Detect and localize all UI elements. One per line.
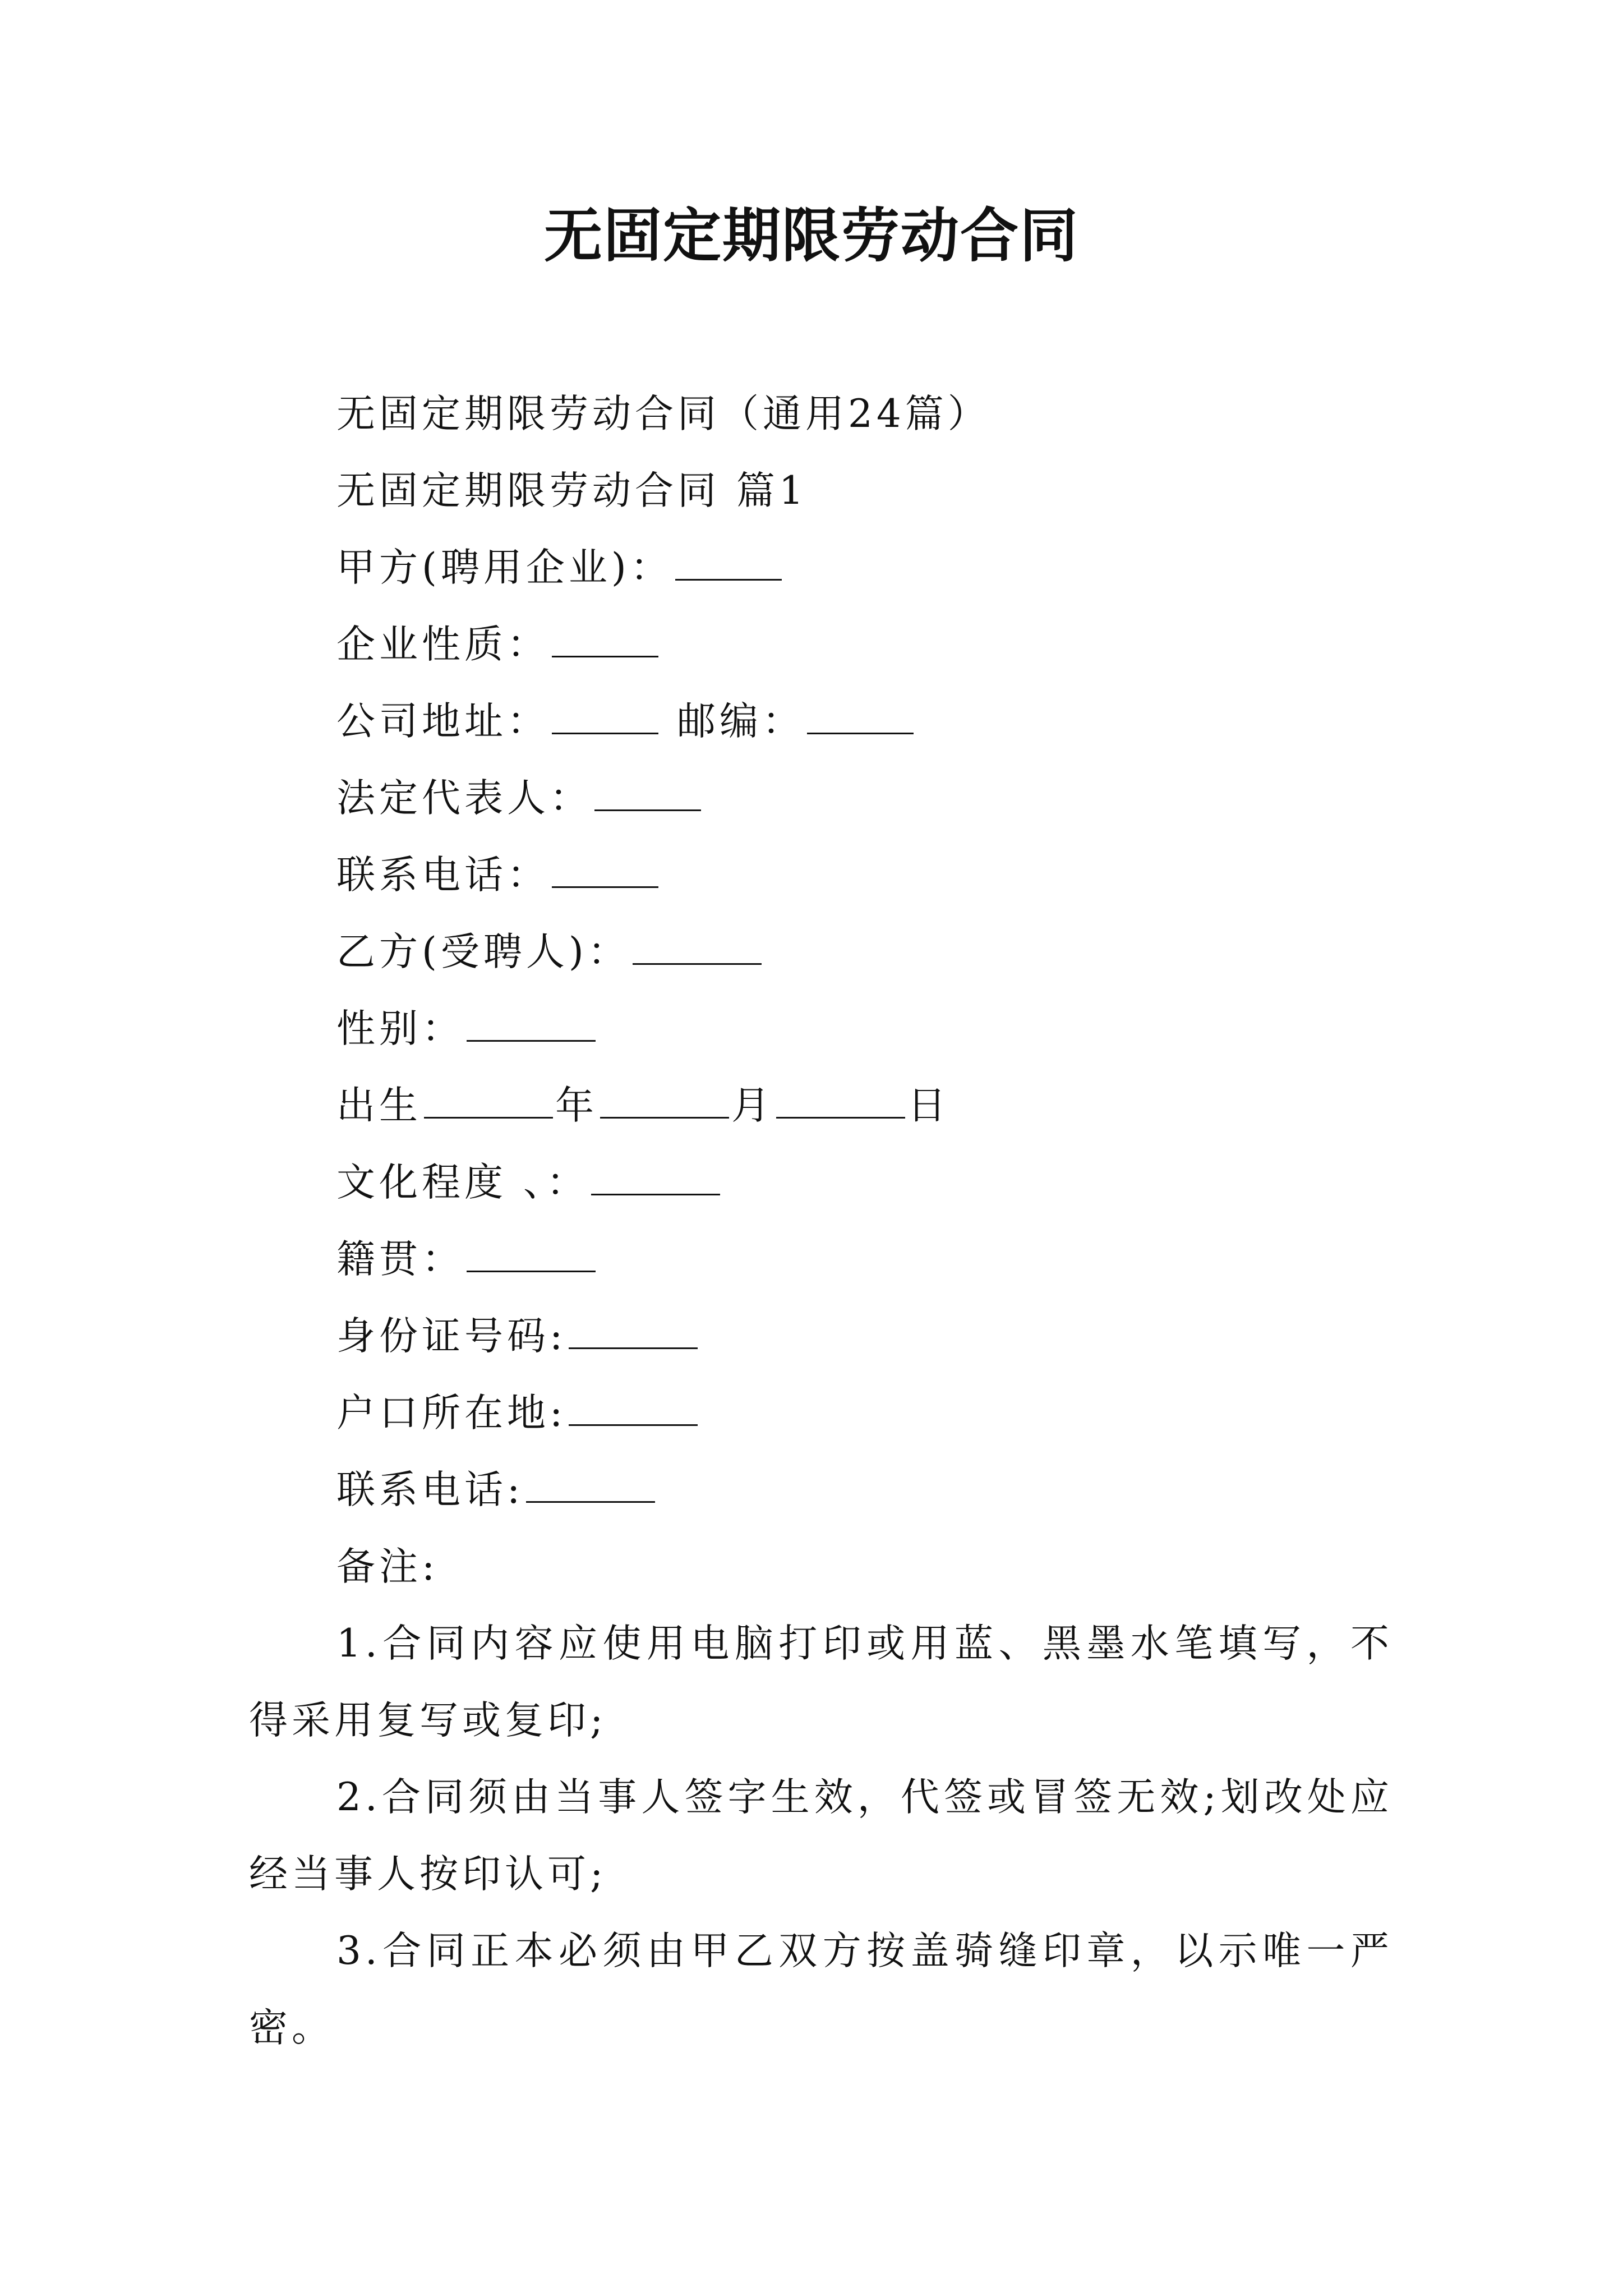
address-row xyxy=(249,683,1393,760)
legal-rep-blank[interactable] xyxy=(594,769,701,811)
day-label: 日 xyxy=(907,1083,950,1128)
note-item-2: 2.合同须由当事人签字生效，代签或冒签无效;划改处应经当事人按印认可; xyxy=(249,1775,1393,1897)
legal-rep-label: 法定代表人： xyxy=(336,776,592,821)
id-number-row xyxy=(249,1298,1393,1375)
address-label: 公司地址： xyxy=(336,699,550,744)
birth-label: 出生 xyxy=(336,1083,422,1128)
household-row xyxy=(249,1375,1393,1452)
native-place-row xyxy=(249,1221,1393,1298)
note-item-1: 1.合同内容应使用电脑打印或用蓝、黑墨水笔填写，不得采用复写或复印; xyxy=(249,1621,1393,1743)
native-place-blank[interactable] xyxy=(467,1230,596,1272)
gender-label: 性别： xyxy=(336,1006,464,1051)
birth-row xyxy=(249,1068,1393,1144)
native-place-label: 籍贯： xyxy=(336,1237,464,1282)
id-number-blank[interactable] xyxy=(569,1307,698,1349)
notes-label: 备注: xyxy=(336,1544,439,1589)
section-heading-text: 无固定期限劳动合同 篇1 xyxy=(336,468,808,513)
party-a-blank[interactable] xyxy=(675,539,782,581)
phone-a-row xyxy=(249,837,1393,914)
legal-rep-row xyxy=(249,760,1393,837)
document-title: 无固定期限劳动合同 xyxy=(543,201,1079,270)
postcode-label: 邮编： xyxy=(676,699,805,744)
section-heading xyxy=(249,453,1393,530)
year-label: 年 xyxy=(555,1083,598,1128)
party-b-row xyxy=(249,914,1393,991)
phone-b-row xyxy=(249,1452,1393,1529)
gender-row xyxy=(249,991,1393,1068)
gender-blank[interactable] xyxy=(467,1000,596,1042)
party-a-label: 甲方(聘用企业)： xyxy=(336,545,673,590)
party-b-blank[interactable] xyxy=(633,923,762,965)
household-label: 户口所在地: xyxy=(336,1391,567,1435)
id-number-label: 身份证号码: xyxy=(336,1314,567,1359)
birth-year-blank[interactable] xyxy=(424,1076,553,1119)
address-blank[interactable] xyxy=(552,692,658,734)
phone-b-blank[interactable] xyxy=(526,1461,655,1503)
document-body xyxy=(249,376,1393,2067)
education-label: 文化程度 、： xyxy=(336,1160,589,1205)
subtitle-text: 无固定期限劳动合同（通用24篇） xyxy=(336,392,990,436)
education-blank[interactable] xyxy=(591,1153,720,1195)
nature-label: 企业性质： xyxy=(336,622,550,667)
month-label: 月 xyxy=(731,1083,774,1128)
education-row xyxy=(249,1144,1393,1221)
document-subtitle xyxy=(249,376,1393,453)
birth-day-blank[interactable] xyxy=(776,1076,905,1119)
phone-a-label: 联系电话： xyxy=(336,853,550,898)
phone-a-blank[interactable] xyxy=(552,846,658,888)
party-b-label: 乙方(受聘人)： xyxy=(336,930,630,974)
nature-blank[interactable] xyxy=(552,615,658,657)
note-item-3: 3.合同正本必须由甲乙双方按盖骑缝印章，以示唯一严密。 xyxy=(249,1929,1393,2050)
party-a-row xyxy=(249,530,1393,606)
birth-month-blank[interactable] xyxy=(600,1076,729,1119)
nature-row xyxy=(249,606,1393,683)
notes-heading xyxy=(249,1529,1393,1605)
postcode-blank[interactable] xyxy=(807,692,914,734)
household-blank[interactable] xyxy=(569,1384,698,1426)
phone-b-label: 联系电话: xyxy=(336,1467,524,1512)
